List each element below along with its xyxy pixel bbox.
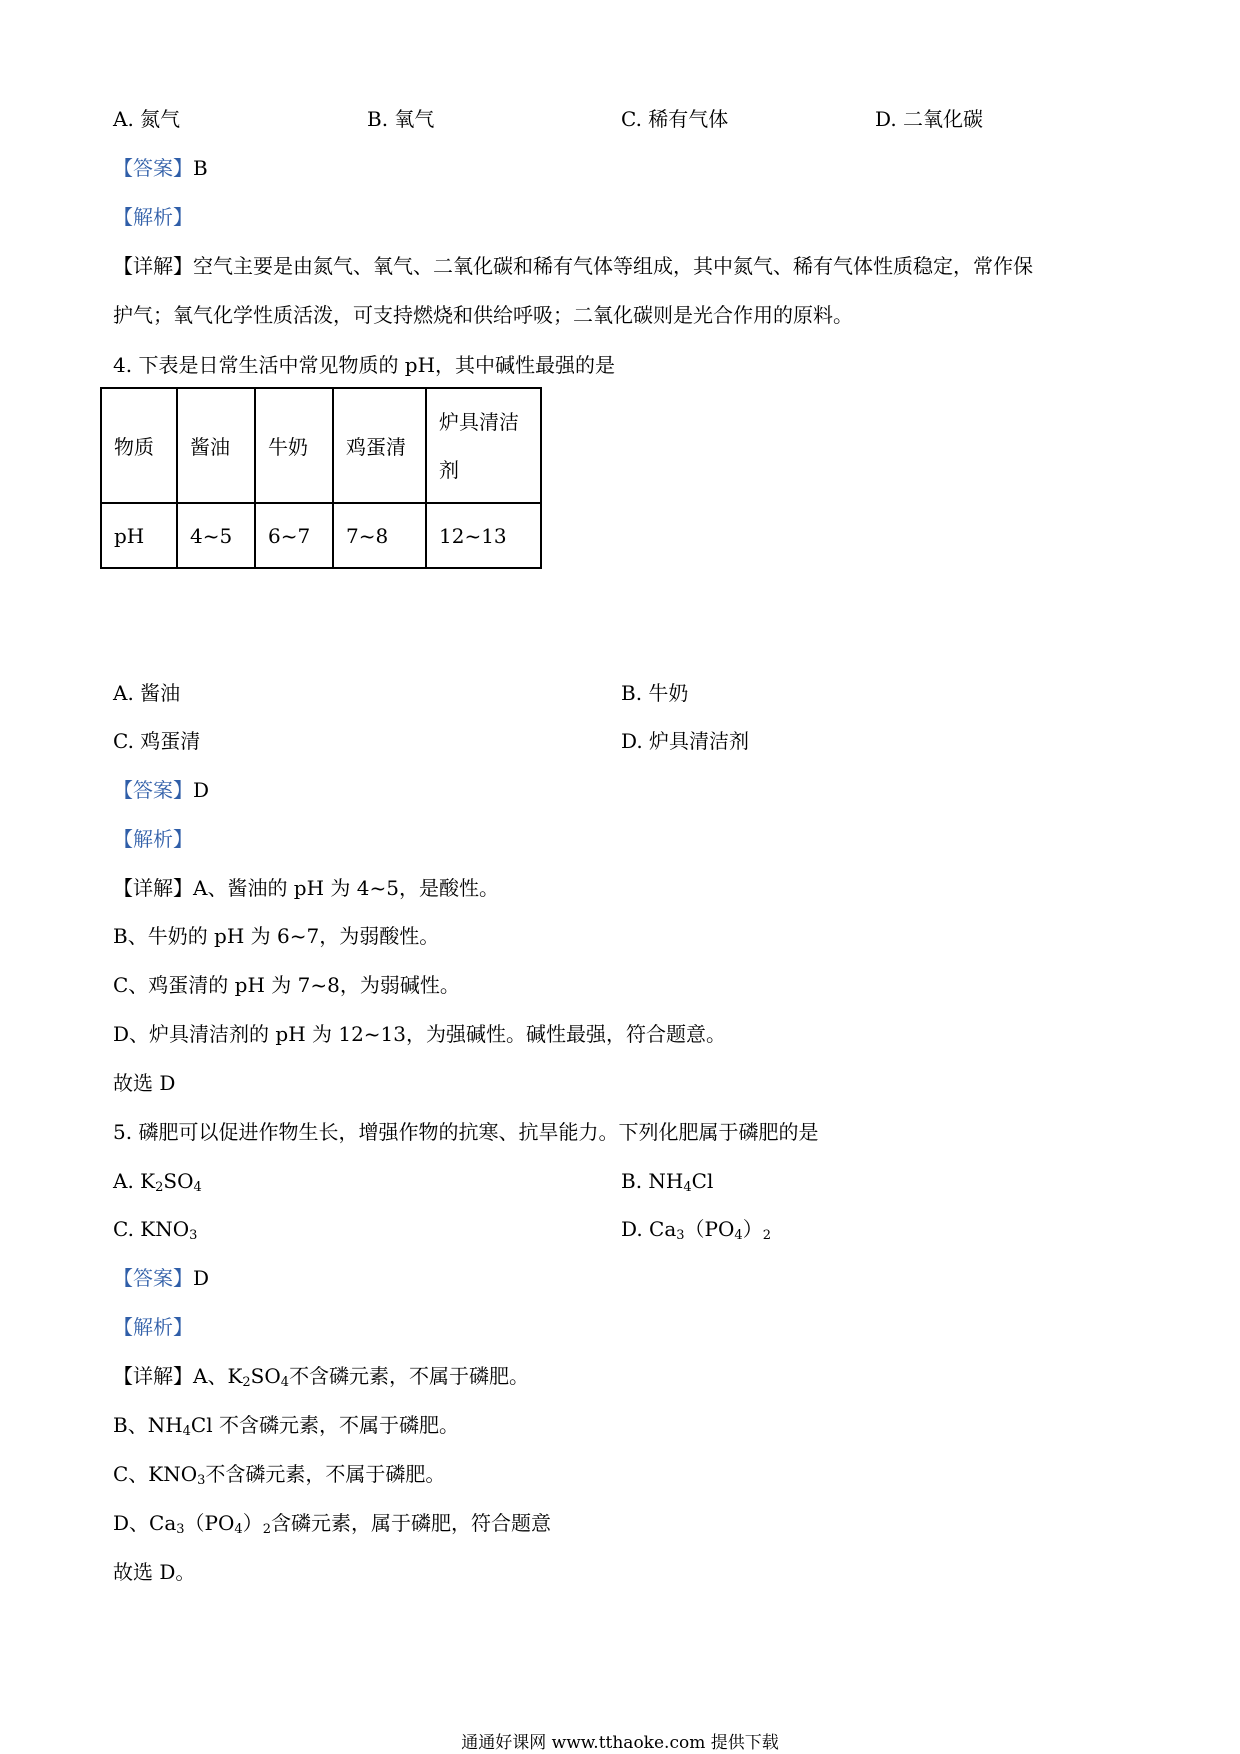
q5-question: 5. 磷肥可以促进作物生长，增强作物的抗寒、抗旱能力。下列化肥属于磷肥的是	[113, 1120, 819, 1144]
q5-option-d: D. $Ca_3(PO_4)_2$	[621, 1217, 771, 1243]
q3-detail-line1: 【详解】空气主要是由氮气、氧气、二氧化碳和稀有气体等组成，其中氮气、稀有气体性质稳定，常作保	[113, 254, 1033, 278]
table-header-cell: 酱油	[177, 388, 255, 503]
table-cell: 4~5	[177, 503, 255, 568]
q5-answer	[113, 1264, 209, 1292]
q5-detail-line: 【详解】A、$K_2SO_4$不含磷元素，不属于磷肥。	[113, 1364, 530, 1390]
table-header-cell: 牛奶	[255, 388, 333, 503]
q3-option-c: C. 稀有气体	[621, 107, 729, 131]
q4-detail-line: 故选 D	[113, 1071, 176, 1095]
q5-analysis-tag: 【解析】	[113, 1315, 193, 1339]
q5-option-a: A. $K_2SO_4$	[113, 1169, 202, 1195]
q5-option-b: B. $NH_4Cl$	[621, 1169, 714, 1195]
q5-detail-line: B、$NH_4Cl$ 不含磷元素，不属于磷肥。	[113, 1413, 459, 1439]
q5-detail-line: D、$Ca_3(PO_4)_2$含磷元素，属于磷肥，符合题意	[113, 1511, 551, 1537]
q3-analysis-tag: 【解析】	[113, 205, 193, 229]
answer-tag: 【答案】	[113, 156, 193, 180]
q5-detail-line: C、$KNO_3$不含磷元素，不属于磷肥。	[113, 1462, 446, 1488]
answer-tag: 【答案】	[113, 1266, 193, 1290]
q4-option-d: D. 炉具清洁剂	[621, 729, 750, 753]
table-cell: 12~13	[426, 503, 541, 568]
q4-answer	[113, 776, 209, 804]
q3-option-d: D. 二氧化碳	[875, 107, 984, 131]
q4-detail-line: D、炉具清洁剂的 pH 为 12~13，为强碱性。碱性最强，符合题意。	[113, 1022, 727, 1046]
table-cell: pH	[101, 503, 177, 568]
q4-question: 4. 下表是日常生活中常见物质的 pH，其中碱性最强的是	[113, 353, 616, 377]
q3-option-b: B. 氧气	[367, 107, 435, 131]
table-header-cell: 炉具清洁剂	[426, 388, 541, 503]
q3-option-a: A. 氮气	[113, 107, 181, 131]
page-footer: 通通好课网 www.tthaoke.com 提供下载	[461, 1733, 779, 1753]
answer-tag: 【答案】	[113, 778, 193, 802]
q4-option-c: C. 鸡蛋清	[113, 729, 201, 753]
q5-conclusion: 故选 D。	[113, 1560, 196, 1584]
table-cell: 7~8	[333, 503, 426, 568]
answer-value: D	[193, 1266, 210, 1290]
q4-detail-line: B、牛奶的 pH 为 6~7，为弱酸性。	[113, 924, 440, 948]
answer-value: B	[193, 156, 208, 180]
q3-detail-line2: 护气；氧气化学性质活泼，可支持燃烧和供给呼吸；二氧化碳则是光合作用的原料。	[113, 303, 853, 327]
q3-answer	[113, 154, 208, 182]
q4-option-a: A. 酱油	[113, 681, 181, 705]
q5-option-c: C. $KNO_3$	[113, 1217, 198, 1243]
answer-value: D	[193, 778, 210, 802]
q4-analysis-tag: 【解析】	[113, 827, 193, 851]
q4-option-b: B. 牛奶	[621, 681, 689, 705]
q4-detail-line: C、鸡蛋清的 pH 为 7~8，为弱碱性。	[113, 973, 460, 997]
ph-table	[100, 387, 542, 569]
table-header-cell: 鸡蛋清	[333, 388, 426, 503]
table-header-cell: 物质	[101, 388, 177, 503]
q4-detail-line: 【详解】A、酱油的 pH 为 4~5，是酸性。	[113, 876, 499, 900]
table-cell: 6~7	[255, 503, 333, 568]
